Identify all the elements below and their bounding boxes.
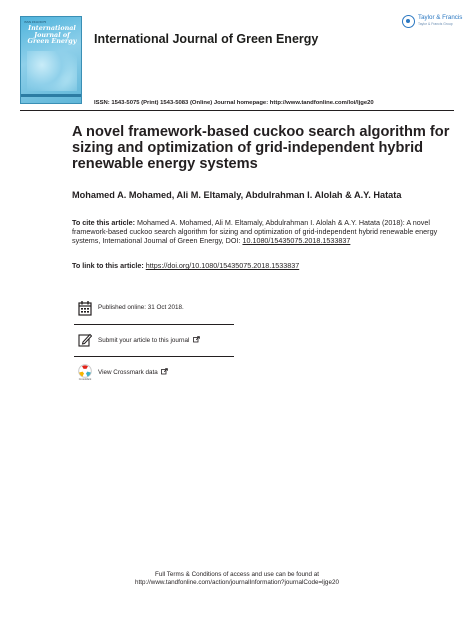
citation-text: Mohamed A. Mohamed, Ali M. Eltamaly, Abdulrahman I. Alolah & A.Y. Hatata (2018): A novel framework-based cuckoo search algorithm for sizing and optimization of grid-independent hybrid renewable energy systems, International Journal of Green Energy, DOI: [72,218,438,246]
terms-footer [0,571,474,588]
external-link-icon [193,336,200,343]
taylor-francis-logo-icon[interactable] [402,12,464,34]
edit-icon [78,332,92,348]
terms-line: Full Terms & Conditions of access and use can be found at [154,571,320,578]
submit-article-link[interactable] [98,336,200,344]
crossmark-link[interactable] [98,368,168,376]
cover-title: International Journal of Green Energy [27,24,77,46]
published-row [74,300,234,320]
crossmark-icon [77,364,93,382]
cover-top-text: ISSN 1543-5075 [24,20,47,24]
info-divider-1 [74,324,234,325]
header-divider [20,110,454,111]
cover-artwork [27,51,77,91]
article-link-block [72,261,452,270]
info-divider-2 [74,356,234,357]
publisher-emblem-icon [402,15,415,28]
issn-homepage-line[interactable]: ISSN: 1543-5075 (Print) 1543-5083 (Online) Journal homepage: http://www.tandfonline.com/loi/ljge20 [94,100,374,106]
journal-cover[interactable] [20,16,82,104]
article-doi-link[interactable]: https://doi.org/10.1080/15435075.2018.1533837 [145,261,300,270]
crossmark-label: View Crossmark data [98,369,158,376]
article-link-label: To link to this article: [72,261,146,270]
publisher-tagline: Taylor & Francis Group [418,22,453,26]
journal-name[interactable]: International Journal of Green Energy [94,32,319,46]
citation-block [72,218,452,246]
submit-article-label: Submit your article to this journal [98,337,190,344]
article-title: A novel framework-based cuckoo search algorithm for sizing and optimization of grid-independent hybrid renewable energy systems [72,124,450,173]
cover-band [21,94,81,97]
article-authors: Mohamed A. Mohamed, Ali M. Eltamaly, Abdulrahman I. Alolah & A.Y. Hatata [72,190,402,200]
published-date: Published online: 31 Oct 2018. [98,304,184,311]
crossmark-badge-text: CrossMark [78,378,92,381]
publisher-name: Taylor & Francis [418,14,463,21]
terms-url-link[interactable]: http://www.tandfonline.com/action/journalInformation?journalCode=ljge20 [135,579,339,587]
external-link-icon [161,368,168,375]
citation-doi-link[interactable]: 10.1080/15435075.2018.1533837 [242,236,351,246]
calendar-icon [78,300,92,316]
citation-label: To cite this article: [72,218,135,227]
submit-article-row[interactable] [74,332,234,352]
crossmark-row[interactable] [74,364,234,384]
